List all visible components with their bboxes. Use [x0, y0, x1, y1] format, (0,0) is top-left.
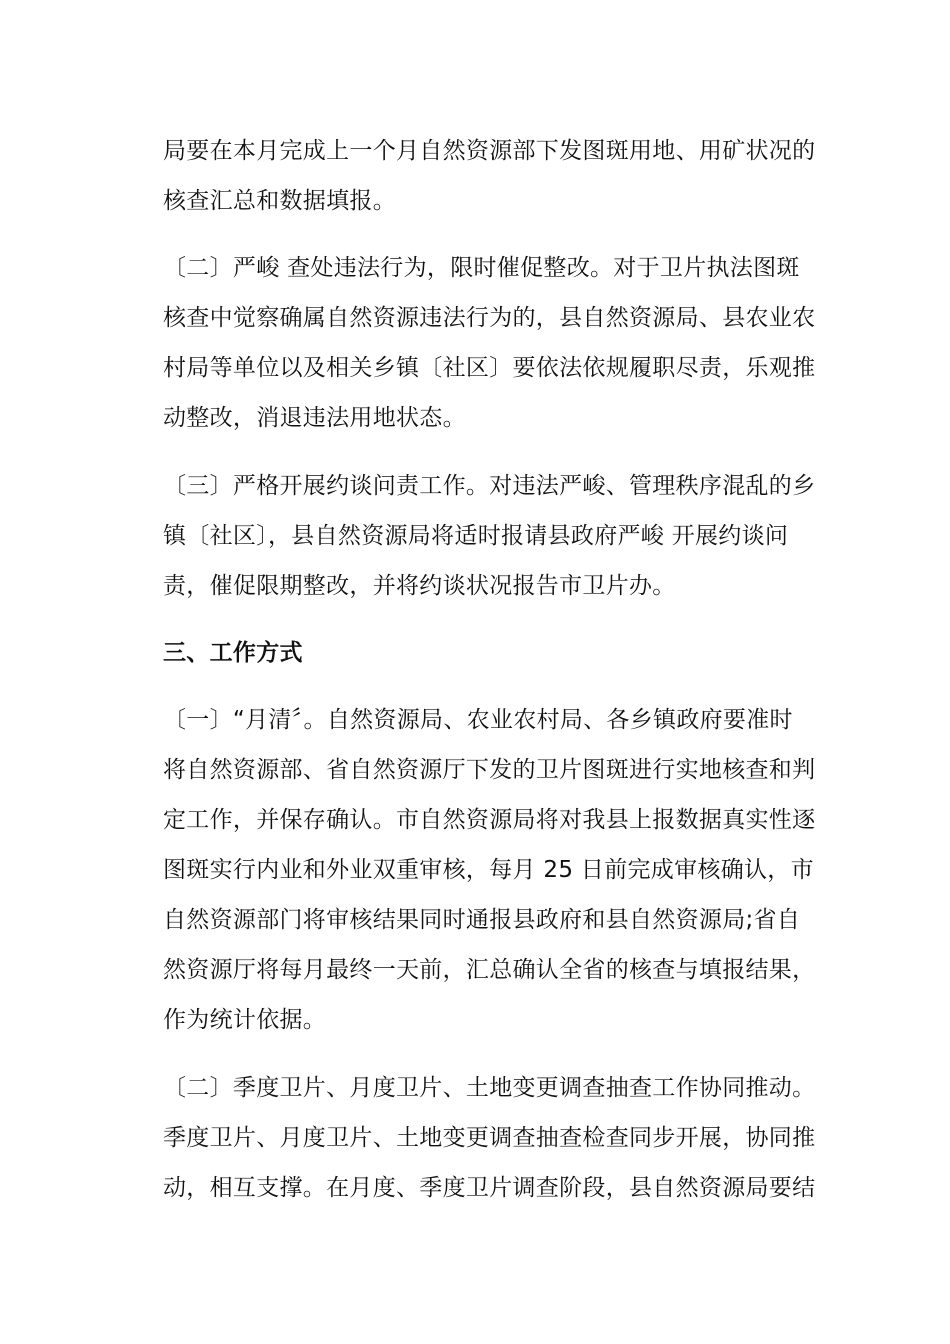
- paragraph-4-line-3: 定工作，并保存确认。市自然资源局将对我县上报数据真实性逐: [163, 807, 816, 833]
- paragraph-4-line-1: 〔一〕“月清〞。自然资源局、农业农村局、各乡镇政府要准时: [163, 707, 793, 733]
- paragraph-5-line-3: 动，相互支撑。在月度、季度卫片调查阶段，县自然资源局要结: [163, 1175, 816, 1201]
- paragraph-2-line-3: 村局等单位以及相关乡镇〔社区〕要依法依规履职尽责，乐观推: [163, 355, 816, 381]
- paragraph-1-line-1: 局要在本月完成上一个月自然资源部下发图斑用地、用矿状况的: [163, 138, 816, 164]
- section-heading: 三、工作方式: [163, 640, 303, 666]
- paragraph-2-line-1: 〔二〕严峻 查处违法行为，限时催促整改。对于卫片执法图斑: [163, 255, 800, 281]
- paragraph-4-line-5: 自然资源部门将审核结果同时通报县政府和县自然资源局;省自: [163, 907, 801, 933]
- paragraph-4-line-6: 然资源厅将每月最终一天前，汇总确认全省的核查与填报结果，: [163, 957, 816, 983]
- paragraph-2-line-2: 核查中觉察确属自然资源违法行为的，县自然资源局、县农业农: [163, 305, 816, 331]
- paragraph-4-line-4: 图斑实行内业和外业双重审核，每月 25 日前完成审核确认，市: [163, 857, 814, 883]
- paragraph-4-line-7: 作为统计依据。: [163, 1007, 327, 1033]
- paragraph-3-line-1: 〔三〕严格开展约谈问责工作。对违法严峻、管理秩序混乱的乡: [163, 473, 816, 499]
- paragraph-1-line-2: 核查汇总和数据填报。: [163, 188, 396, 214]
- paragraph-3-line-3: 责，催促限期整改，并将约谈状况报告市卫片办。: [163, 573, 676, 599]
- paragraph-3-line-2: 镇〔社区〕，县自然资源局将适时报请县政府严峻 开展约谈问: [163, 523, 789, 549]
- paragraph-5-line-2: 季度卫片、月度卫片、土地变更调查抽查检查同步开展，协同推: [163, 1125, 816, 1151]
- paragraph-4-line-2: 将自然资源部、省自然资源厅下发的卫片图斑进行实地核查和判: [163, 757, 816, 783]
- paragraph-2-line-4: 动整改，消退违法用地状态。: [163, 405, 466, 431]
- paragraph-5-line-1: 〔二〕季度卫片、月度卫片、土地变更调查抽查工作协同推动。: [163, 1075, 816, 1101]
